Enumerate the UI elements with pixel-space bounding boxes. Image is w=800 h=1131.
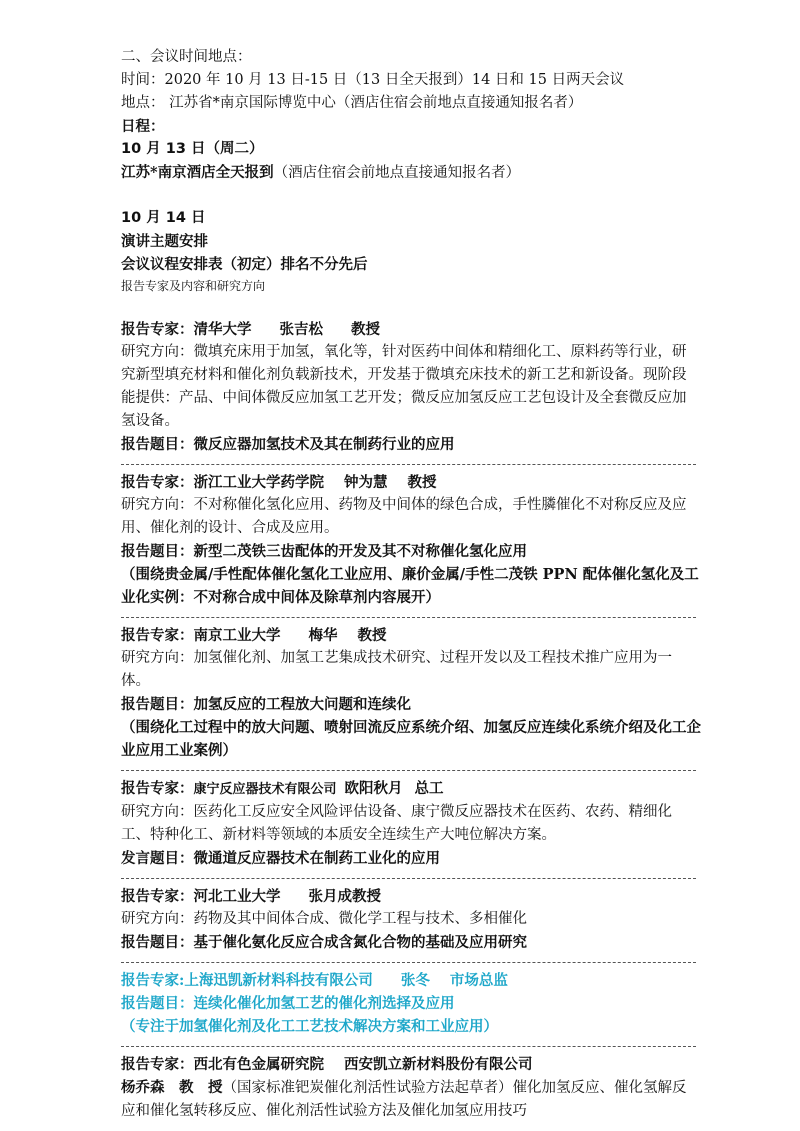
speaker-expert-line: [121, 318, 701, 341]
speaker-topic: 报告题目：基于催化氨化反应合成含氮化合物的基础及应用研究: [121, 934, 527, 951]
speaker-expert-org: 报告专家：西北有色金属研究院: [121, 1056, 324, 1073]
day1-registration-note: （酒店住宿会前地点直接通知报名者）: [273, 165, 521, 181]
speaker-expert-line: [121, 885, 701, 908]
speaker-description: [121, 1076, 701, 1123]
speaker-topic-note: （专注于加氢催化剂及化工工艺技术解决方案和工业应用）: [121, 1018, 498, 1035]
speaker-block: [121, 471, 701, 609]
topic-heading: 演讲主题安排: [121, 233, 208, 250]
dashed-divider: [121, 617, 696, 618]
speaker-expert-line: [121, 624, 701, 647]
speaker-research-direction: 研究方向：药物及其中间体合成、微化学工程与技术、多相催化: [121, 911, 527, 927]
dashed-divider: [121, 878, 696, 879]
dashed-divider: [121, 1046, 696, 1047]
schedule-label: 日程：: [121, 118, 165, 135]
speaker-expert-prefix: 报告专家：: [121, 780, 194, 797]
speaker-block: [121, 318, 701, 456]
speaker-title: 教授: [357, 627, 387, 644]
day1-registration-bold: 江苏*南京酒店全天报到: [121, 164, 274, 181]
speaker-research-direction: 研究方向：医药化工反应安全风险评估设备、康宁微反应器技术在医药、农药、精细化工、特种化工、新材料等领域的本质安全连续生产大吨位解决方案。: [121, 804, 672, 843]
speaker-expert-org: 报告专家：清华大学: [121, 321, 252, 338]
speaker-expert-line: [121, 471, 701, 494]
speaker-expert-org: 报告专家:上海迅凯新材料科技有限公司: [121, 972, 373, 989]
agenda-subheading: 报告专家及内容和研究方向: [121, 279, 266, 293]
document-page: [121, 46, 701, 1123]
speaker-block: [121, 624, 701, 762]
speaker-research-direction: 研究方向：不对称催化氢化应用、药物及中间体的绿色合成，手性膦催化不对称反应及应用、催化剂的设计、合成及应用。: [121, 497, 687, 536]
speaker-expert-line: [121, 777, 701, 801]
speaker-block: [121, 885, 701, 954]
section-title: 二、会议时间地点：: [121, 49, 252, 65]
speaker-topic: 报告题目：连续化催化加氢工艺的催化剂选择及应用: [121, 995, 455, 1012]
speaker-expert-org2: 西安凯立新材料股份有限公司: [344, 1056, 533, 1073]
speaker-title: 教授: [351, 321, 380, 338]
dashed-divider: [121, 770, 696, 771]
speaker-name: 钟为慧: [344, 474, 388, 491]
speaker-topic: 发言题目：微通道反应器技术在制药工业化的应用: [121, 850, 440, 867]
speaker-name: 张月成教授: [308, 888, 381, 905]
speaker-title: 教授: [407, 474, 437, 491]
day1-date: 10 月 13 日（周二）: [121, 141, 264, 157]
agenda-heading: 会议议程安排表（初定）排名不分先后: [121, 256, 368, 273]
speaker-name: 杨乔森 教 授: [121, 1079, 223, 1096]
speaker-topic: 报告题目：微反应器加氢技术及其在制药行业的应用: [121, 436, 455, 453]
speaker-topic: 报告题目：加氢反应的工程放大问题和连续化: [121, 696, 411, 713]
dashed-divider: [121, 962, 696, 963]
speaker-desc: （国家标准钯炭催化剂活性试验方法起草者）催化加氢反应、催化氢解反应和催化氢转移反应、催化剂活性试验方法及催化加氢应用技巧: [121, 1080, 687, 1119]
meeting-place: 地点： 江苏省*南京国际博览中心（酒店住宿会前地点直接通知报名者）: [121, 95, 583, 111]
speaker-name: 张冬: [400, 972, 430, 989]
speaker-research-direction: 研究方向：加氢催化剂、加氢工艺集成技术研究、过程开发以及工程技术推广应用为一体。: [121, 650, 672, 689]
speaker-expert-org: 康宁反应器技术有限公司: [193, 782, 337, 797]
speaker-name: 张吉松: [279, 321, 323, 338]
speaker-expert-line: [121, 969, 701, 992]
speaker-name: 梅华: [308, 627, 338, 644]
speaker-block-highlighted: [121, 969, 701, 1038]
speaker-topic-note: （围绕贵金属/手性配体催化氢化工业应用、廉价金属/手性二茂铁 PPN 配体催化氢化及工业化实例：不对称合成中间体及除草剂内容展开）: [121, 566, 699, 606]
day1-registration: [121, 161, 701, 185]
meeting-time: 时间：2020 年 10 月 13 日-15 日（13 日全天报到）14 日和 15 日两天会议: [121, 72, 625, 88]
speaker-block: [121, 777, 701, 870]
speaker-block: [121, 1053, 701, 1123]
speaker-expert-org: 报告专家：浙江工业大学药学院: [121, 474, 324, 491]
speaker-expert-org: 报告专家：河北工业大学: [121, 888, 281, 905]
speaker-title: 总工: [414, 780, 444, 797]
speaker-topic-note: （围绕化工过程中的放大问题、喷射回流反应系统介绍、加氢反应连续化系统介绍及化工企业应用工业案例）: [121, 719, 701, 759]
speaker-name: 欧阳秋月: [344, 780, 403, 797]
dashed-divider: [121, 464, 696, 465]
speaker-topic: 报告题目：新型二茂铁三齿配体的开发及其不对称催化氢化应用: [121, 543, 527, 560]
speaker-research-direction: 研究方向：微填充床用于加氢，氧化等，针对医药中间体和精细化工、原料药等行业，研究新型填充材料和催化剂负载新技术，开发基于微填充床技术的新工艺和新设备。现阶段能提供：产品、中间体微反应加氢工艺开发；微反应加氢反应工艺包设计及全套微反应加氢设备。: [121, 344, 687, 429]
speaker-expert-org: 报告专家：南京工业大学: [121, 627, 281, 644]
speaker-expert-line: [121, 1053, 701, 1076]
speaker-title: 市场总监: [449, 972, 508, 989]
day2-date: 10 月 14 日: [121, 210, 206, 226]
